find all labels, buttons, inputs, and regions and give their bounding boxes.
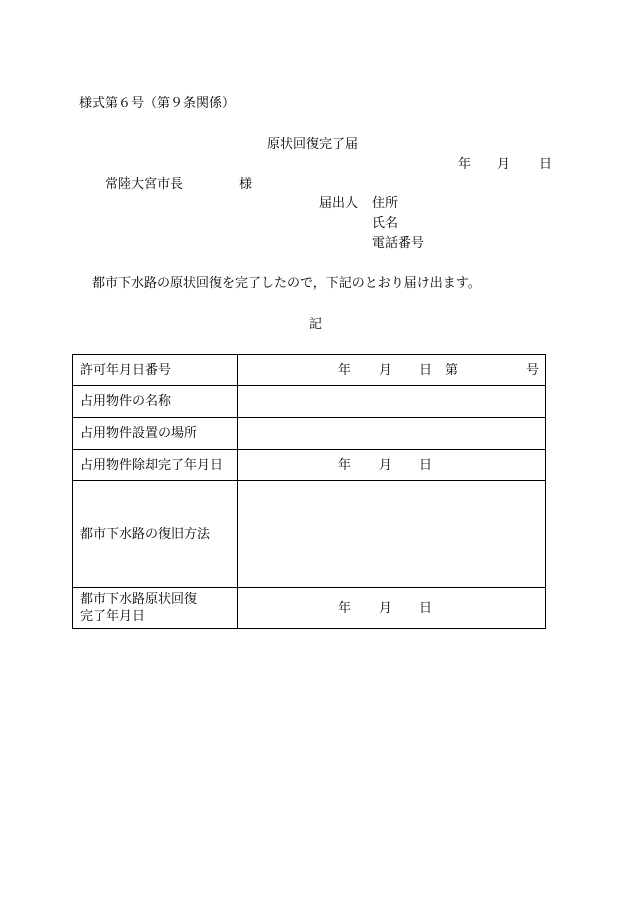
addressee-name: 常陸大宮市長 — [105, 177, 184, 192]
dai-label: 第 — [445, 363, 459, 378]
table-row — [73, 386, 546, 418]
document-title: 原状回復完了届 — [267, 137, 359, 152]
form-number: 様式第６号（第９条関係） — [79, 96, 236, 111]
installation-place-cell — [238, 418, 546, 450]
applicant-label: 届出人 — [319, 196, 359, 211]
table-row — [73, 450, 546, 481]
table-row — [73, 418, 546, 450]
applicant-phone-label: 電話番号 — [372, 236, 425, 251]
row-label: 占用物件の名称 — [73, 386, 238, 418]
statement-text: 都市下水路の原状回復を完了したので，下記のとおり届け出ます。 — [92, 276, 481, 291]
permit-date-number-cell — [238, 355, 546, 386]
row-label: 許可年月日番号 — [73, 355, 238, 386]
table-row — [73, 481, 546, 588]
month-label: 月 — [379, 363, 393, 378]
restoration-method-cell — [238, 481, 546, 588]
date-day-label: 日 — [539, 157, 553, 172]
row-label: 占用物件除却完了年月日 — [73, 450, 238, 481]
row-label: 占用物件設置の場所 — [73, 418, 238, 450]
date-year-label: 年 — [458, 157, 472, 172]
date-month-label: 月 — [497, 157, 511, 172]
month-label: 月 — [379, 601, 393, 616]
ki-heading: 記 — [309, 317, 323, 332]
removal-date-cell — [238, 450, 546, 481]
go-label: 号 — [526, 363, 540, 378]
day-label: 日 — [419, 601, 433, 616]
month-label: 月 — [379, 458, 393, 473]
day-label: 日 — [419, 363, 433, 378]
object-name-cell — [238, 386, 546, 418]
row-label-line2: 完了年月日 — [80, 609, 146, 624]
table-row — [73, 588, 546, 629]
restoration-complete-date-cell — [238, 588, 546, 629]
row-label-line1: 都市下水路原状回復 — [80, 592, 198, 607]
year-label: 年 — [338, 458, 352, 473]
row-label: 都市下水路の復旧方法 — [73, 481, 238, 588]
applicant-name-label: 氏名 — [372, 216, 399, 231]
table-row — [73, 355, 546, 386]
addressee-honorific: 様 — [239, 177, 253, 192]
year-label: 年 — [338, 363, 352, 378]
day-label: 日 — [419, 458, 433, 473]
notification-table — [72, 354, 546, 629]
applicant-address-label: 住所 — [372, 196, 399, 211]
row-label — [73, 588, 238, 629]
year-label: 年 — [338, 601, 352, 616]
